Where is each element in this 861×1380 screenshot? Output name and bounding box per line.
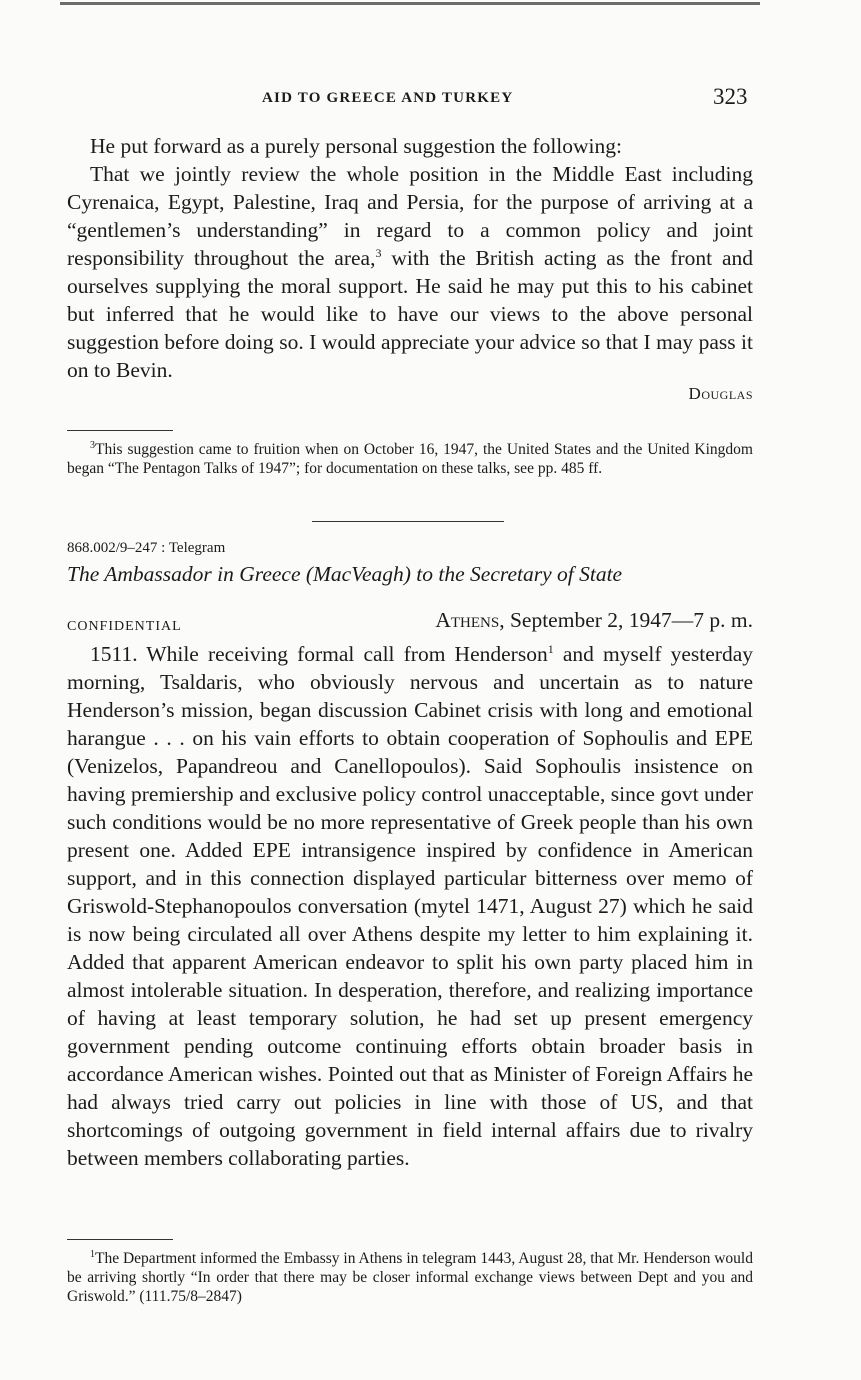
paragraph-suggestion xyxy=(67,160,753,384)
running-head: AID TO GREECE AND TURKEY xyxy=(262,90,514,106)
footnote-reference: 1 xyxy=(547,641,554,656)
paragraph-text: That we jointly review the whole position in the Middle East including Cyrenaica, Egypt, Palestine, Iraq and Persia, for the purpose of arriving at a “gentlemen’s understanding” in regard to a common policy and joint responsibility throughout the area, xyxy=(67,162,753,270)
dateline xyxy=(435,608,753,633)
telegram-text: and myself yesterday morning, Tsaldaris, who obviously nervous and uncertain as to nature Henderson’s mission, began discussion Cabinet crisis with long and emotional harangue . . . on his vain efforts to obtain cooperation of Sophoulis and EPE (Venizelos, Papandreou and Canellopoulos). Said Sophoulis insistence on having premiership and exclusive policy control unacceptable, since govt under such conditions would be no more representative of Greek people than his own present one. Added EPE intransigence inspired by confidence in American support, and in this connection displayed particular bitterness over memo of Griswold-Stephanopoulos conversation (mytel 1471, August 27) which he said is now being circulated all over Athens despite my letter to him explaining it. Added that apparent American endeavor to split his own party placed him in almost intolerable situation. In desperation, therefore, and realizing importance of having at least temporary solution, he had set up present emergency government pending outcome continuing efforts obtain broader basis in accordance American wishes. Pointed out that as Minister of Foreign Affairs he had always tried carry out policies in line with those of US, and that shortcomings of outgoing government in field internal affairs due to rivalry between members collaborating parties. xyxy=(67,642,753,1170)
footnote-rule xyxy=(67,430,173,431)
footnote-mark: 1 xyxy=(90,1249,95,1260)
page-number: 323 xyxy=(713,84,748,109)
dateline-date: , September 2, 1947—7 p. m. xyxy=(499,608,753,632)
dateline-place: Athens xyxy=(435,608,500,632)
telegram-body xyxy=(67,640,753,1172)
section-divider xyxy=(312,521,504,522)
classification-label: CONFIDENTIAL xyxy=(67,619,182,634)
top-rule xyxy=(60,2,760,5)
document-title: The Ambassador in Greece (MacVeagh) to the Secretary of State xyxy=(67,562,623,586)
footnote-mark: 3 xyxy=(90,440,95,451)
paragraph-suggestion-intro: He put forward as a purely personal suggestion the following: xyxy=(90,134,622,158)
footnote-3 xyxy=(67,436,753,478)
footnote-text: The Department informed the Embassy in Athens in telegram 1443, August 28, that Mr. Henderson would be arriving shortly “In order that there may be closer informal exchange views between Dept and you and Griswold.” (111.75/8–2847) xyxy=(67,1250,753,1306)
paragraph-text: with the British acting as the front and ourselves supplying the moral support. He said he may put this to his cabinet but inferred that he would like to have our views to the above personal suggestion before doing so. I would appreciate your advice so that I may pass it on to Bevin. xyxy=(67,246,753,382)
footnote-1 xyxy=(67,1245,753,1306)
telegram-text: 1511. While receiving formal call from Henderson xyxy=(90,642,548,666)
footnote-rule xyxy=(67,1239,173,1240)
signature: Douglas xyxy=(688,384,753,403)
file-reference: 868.002/9–247 : Telegram xyxy=(67,540,226,556)
footnote-text: This suggestion came to fruition when on October 16, 1947, the United States and the United Kingdom began “The Pentagon Talks of 1947”; for documentation on these talks, see pp. 485 ff. xyxy=(67,441,753,478)
footnote-reference: 3 xyxy=(375,245,382,260)
